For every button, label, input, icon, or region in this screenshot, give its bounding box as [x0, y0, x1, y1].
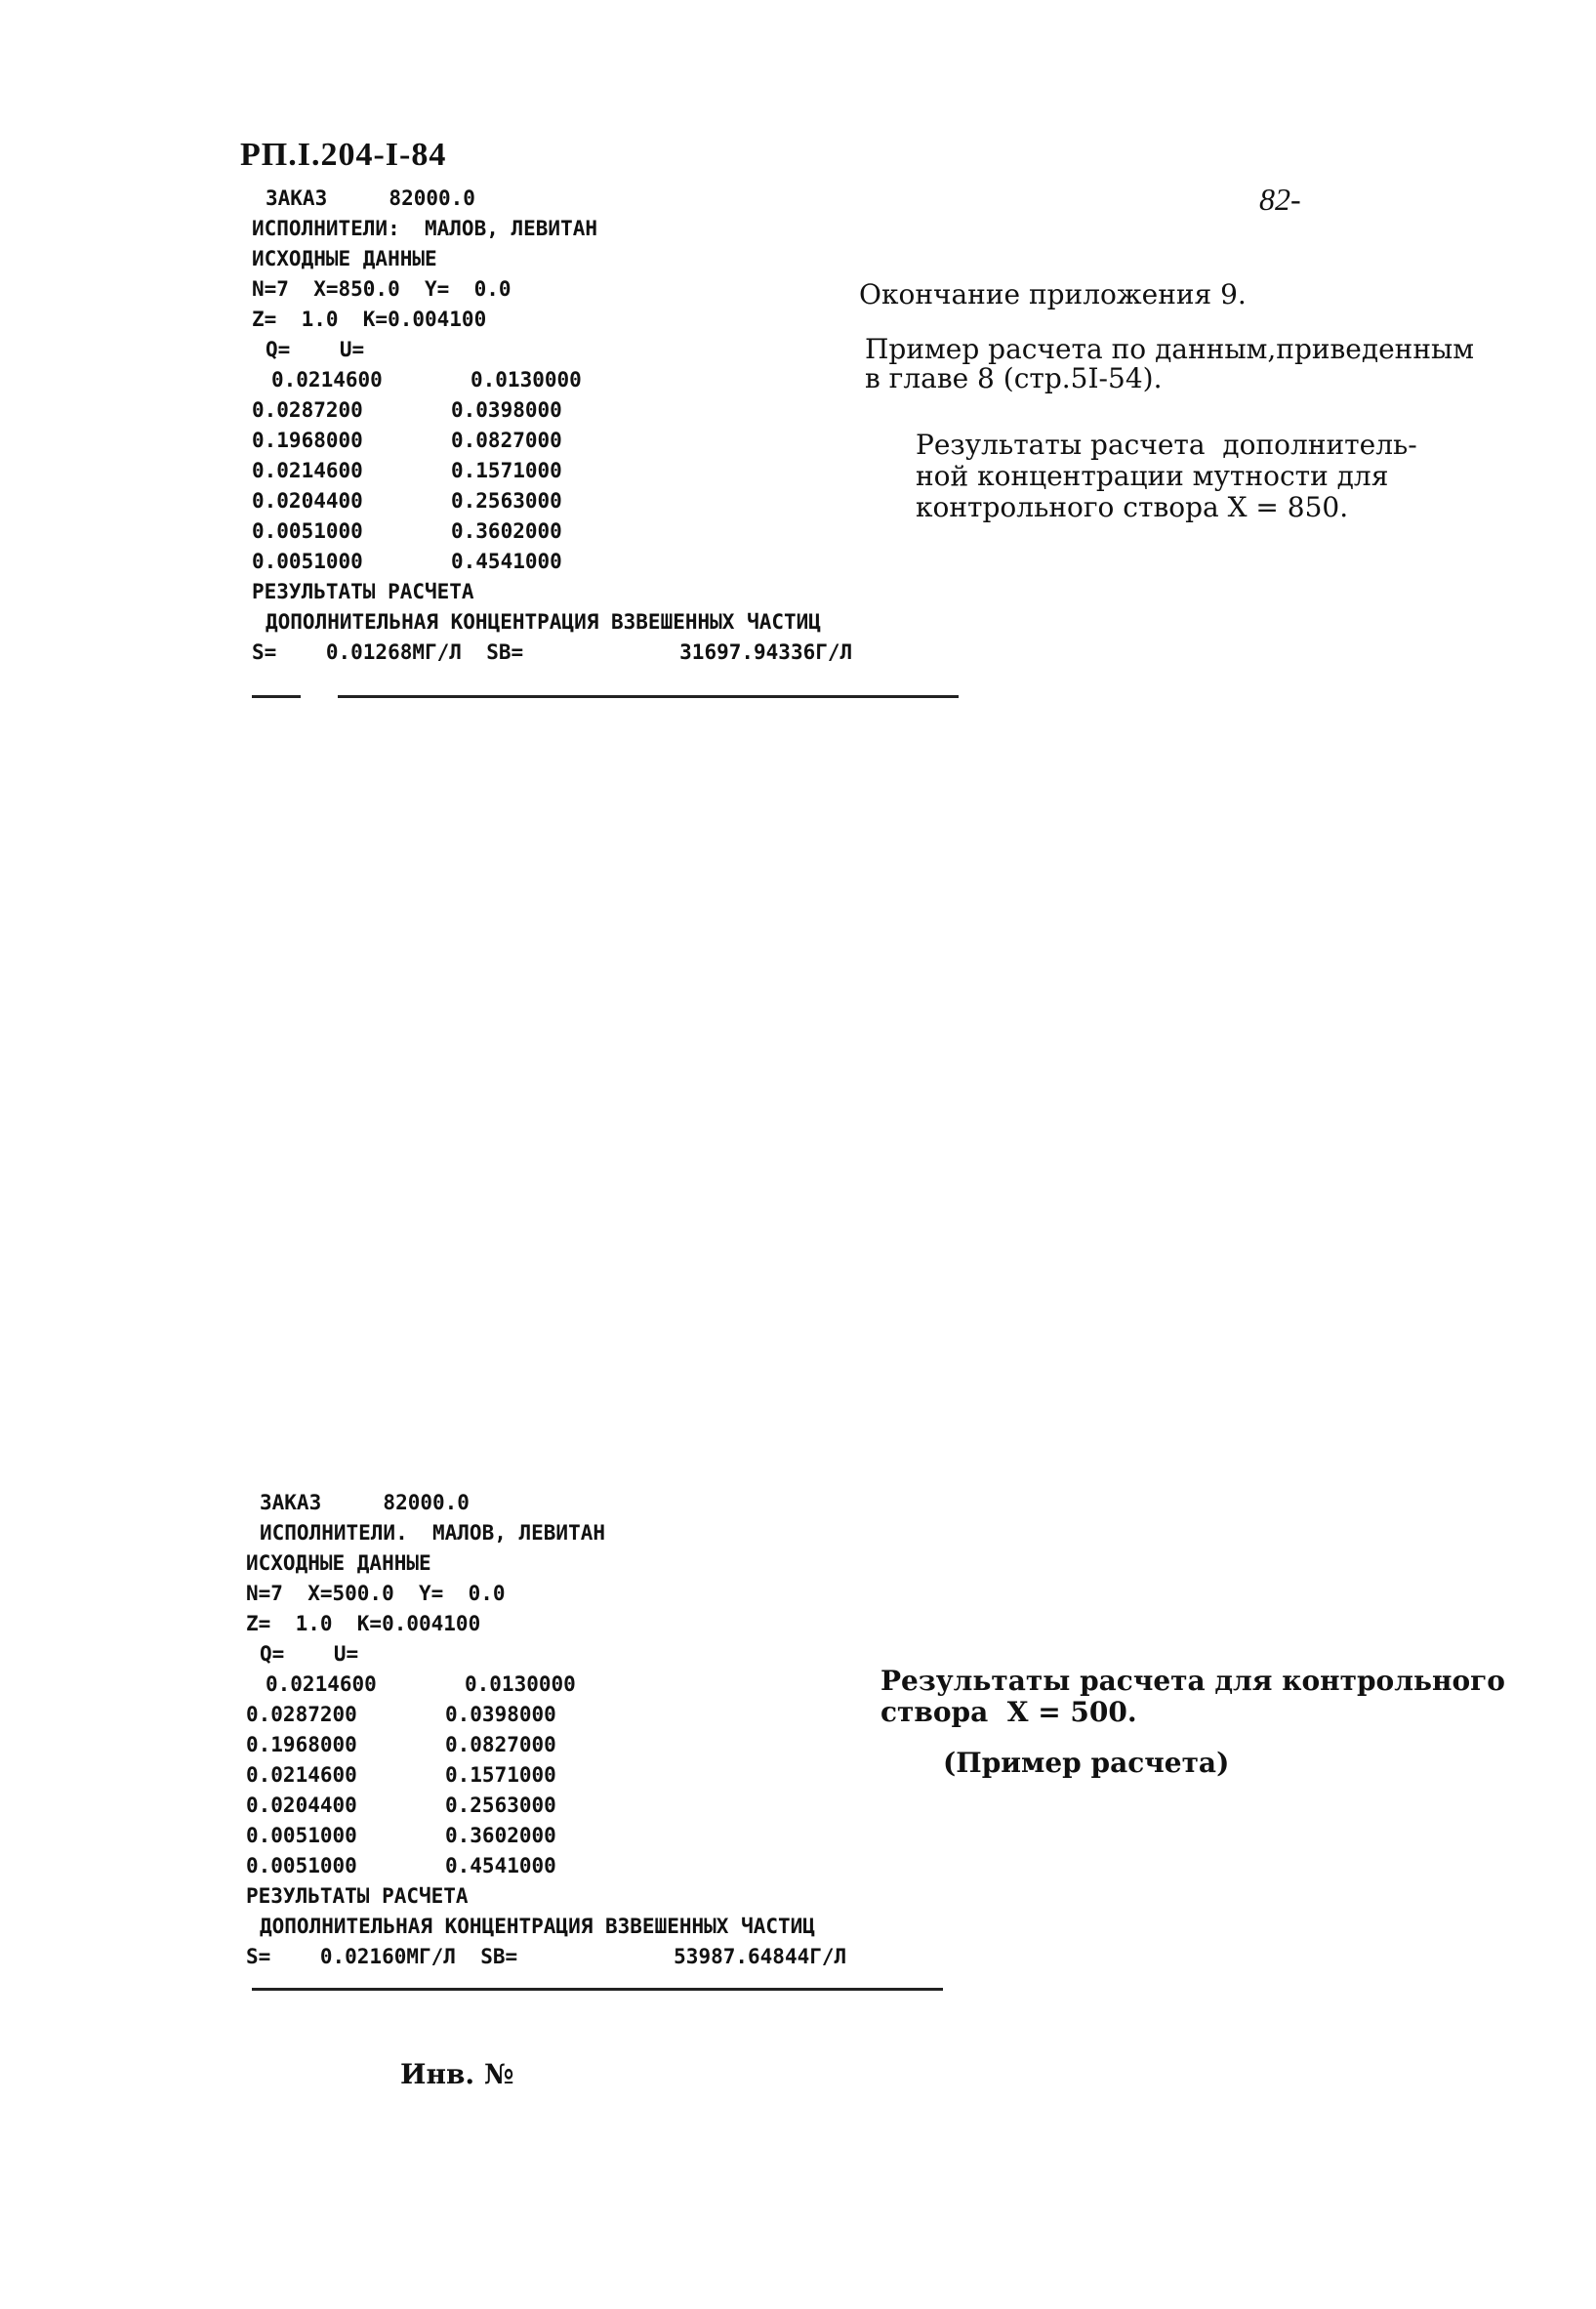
- results-caption-line: ной концентрации мутности для: [916, 460, 1389, 492]
- input-data-title: ИСХОДНЫЕ ДАННЫЕ: [246, 1551, 431, 1575]
- q-value: 0.0051000: [246, 1824, 357, 1847]
- performers-line: ИСПОЛНИТЕЛИ. МАЛОВ, ЛЕВИТАН: [260, 1521, 606, 1545]
- sb-value: 53987.64844Г/Л: [674, 1945, 847, 1968]
- q-value: 0.0287200: [246, 1703, 357, 1726]
- table-row: [246, 1700, 846, 1730]
- divider-line: [252, 1988, 943, 1991]
- params-line-2: Z= 1.0 K=0.004100: [246, 1612, 481, 1635]
- results-line: [252, 638, 852, 668]
- results-caption-line: Результаты расчета дополнитель-: [916, 429, 1417, 461]
- table-row: [252, 516, 852, 547]
- q-value: 0.0051000: [252, 519, 363, 543]
- params-line-1: N=7 X=500.0 Y= 0.0: [246, 1582, 506, 1605]
- q-value: 0.0214600: [271, 368, 383, 392]
- q-value: 0.1968000: [246, 1733, 357, 1756]
- example-caption-line: в главе 8 (стр.5I-54).: [865, 362, 1163, 394]
- table-row: [246, 1730, 846, 1760]
- u-value: 0.0398000: [451, 398, 562, 422]
- q-value: 0.0214600: [246, 1763, 357, 1787]
- sb-value: 31697.94336Г/Л: [679, 640, 853, 664]
- appendix-end-caption: Окончание приложения 9.: [859, 278, 1247, 310]
- divider-line: [338, 695, 959, 698]
- results-caption-line: створа X = 500.: [880, 1696, 1137, 1728]
- results-title: РЕЗУЛЬТАТЫ РАСЧЕТА: [246, 1884, 469, 1908]
- example-caption-line: Пример расчета по данным,приведенным: [865, 333, 1475, 365]
- q-value: 0.1968000: [252, 429, 363, 452]
- q-value: 0.0051000: [252, 550, 363, 573]
- u-value: 0.0130000: [471, 368, 582, 392]
- table-row: [246, 1670, 846, 1700]
- s-value: S= 0.02160МГ/Л SB=: [246, 1945, 518, 1968]
- inventory-label: Инв. №: [400, 2058, 514, 2090]
- table-row: [246, 1851, 846, 1881]
- results-line: [246, 1942, 846, 1972]
- u-value: 0.3602000: [445, 1824, 556, 1847]
- order-line: ЗАКАЗ 82000.0: [260, 1491, 470, 1514]
- q-value: 0.0051000: [246, 1854, 357, 1877]
- table-row: [246, 1760, 846, 1791]
- table-row: [246, 1821, 846, 1851]
- divider-short: [252, 695, 301, 698]
- input-data-title: ИСХОДНЫЕ ДАННЫЕ: [252, 247, 437, 270]
- performers-line: ИСПОЛНИТЕЛИ: МАЛОВ, ЛЕВИТАН: [252, 217, 598, 240]
- u-value: 0.0130000: [465, 1672, 576, 1696]
- page-number: 82-: [1259, 182, 1301, 217]
- results-title: РЕЗУЛЬТАТЫ РАСЧЕТА: [252, 580, 474, 603]
- q-value: 0.0214600: [252, 459, 363, 482]
- table-row: [252, 456, 852, 486]
- u-value: 0.1571000: [451, 459, 562, 482]
- u-value: 0.0827000: [445, 1733, 556, 1756]
- results-caption-line: контрольного створа X = 850.: [916, 491, 1349, 523]
- q-value: 0.0214600: [266, 1672, 377, 1696]
- u-value: 0.3602000: [451, 519, 562, 543]
- u-value: 0.2563000: [451, 489, 562, 513]
- u-value: 0.1571000: [445, 1763, 556, 1787]
- results-subtitle: ДОПОЛНИТЕЛЬНАЯ КОНЦЕНТРАЦИЯ ВЗВЕШЕННЫХ ЧАСТИЦ: [266, 610, 821, 634]
- table-row: [246, 1791, 846, 1821]
- u-value: 0.0398000: [445, 1703, 556, 1726]
- params-line-2: Z= 1.0 K=0.004100: [252, 308, 487, 331]
- example-note: (Пример расчета): [943, 1747, 1230, 1779]
- table-row: [252, 486, 852, 516]
- printout-x850: [252, 184, 852, 668]
- u-value: 0.4541000: [445, 1854, 556, 1877]
- columns-header: Q= U=: [260, 1642, 359, 1666]
- params-line-1: N=7 X=850.0 Y= 0.0: [252, 277, 512, 301]
- u-value: 0.4541000: [451, 550, 562, 573]
- q-value: 0.0204400: [246, 1794, 357, 1817]
- columns-header: Q= U=: [266, 338, 365, 361]
- s-value: S= 0.01268МГ/Л SB=: [252, 640, 524, 664]
- table-row: [252, 395, 852, 426]
- document-code: РП.I.204-I-84: [240, 137, 447, 173]
- printout-x500: [246, 1488, 846, 1972]
- u-value: 0.0827000: [451, 429, 562, 452]
- results-subtitle: ДОПОЛНИТЕЛЬНАЯ КОНЦЕНТРАЦИЯ ВЗВЕШЕННЫХ ЧАСТИЦ: [260, 1915, 815, 1938]
- order-line: ЗАКАЗ 82000.0: [266, 186, 475, 210]
- table-row: [252, 547, 852, 577]
- q-value: 0.0204400: [252, 489, 363, 513]
- table-row: [252, 365, 852, 395]
- u-value: 0.2563000: [445, 1794, 556, 1817]
- results-caption-line: Результаты расчета для контрольного: [880, 1665, 1505, 1697]
- q-value: 0.0287200: [252, 398, 363, 422]
- table-row: [252, 426, 852, 456]
